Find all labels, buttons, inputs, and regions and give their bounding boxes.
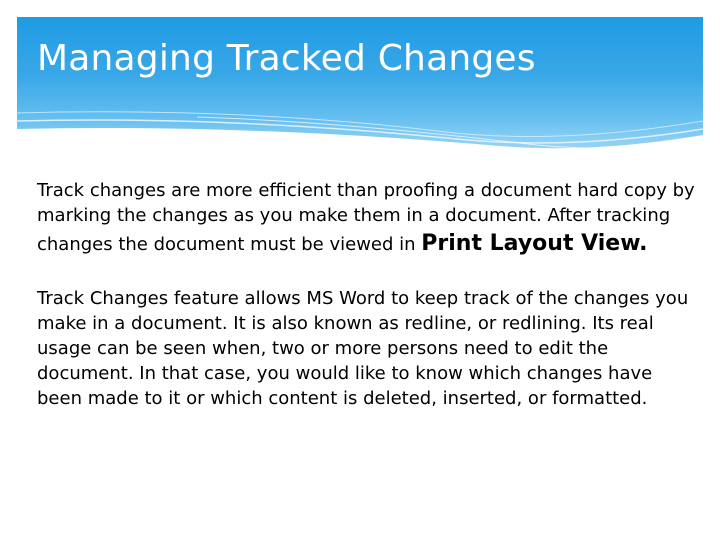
- paragraph-1: [37, 178, 697, 260]
- paragraph-1-text: Track changes are more efficient than proofing a document hard copy by marking the changes as you make them in a document. After tracking changes the document must be viewed in: [37, 180, 695, 255]
- slide-title: Managing Tracked Changes: [37, 38, 536, 79]
- paragraph-1-emphasis: Print Layout View.: [421, 231, 648, 256]
- slide-body: [37, 178, 697, 411]
- paragraph-2: Track Changes feature allows MS Word to keep track of the changes you make in a document. It is also known as redline, or redlining. Its real usage can be seen when, two or more persons need to edit the document. In that case, you would like to know which changes have been made to it or which content is deleted, inserted, or formatted.: [37, 288, 689, 409]
